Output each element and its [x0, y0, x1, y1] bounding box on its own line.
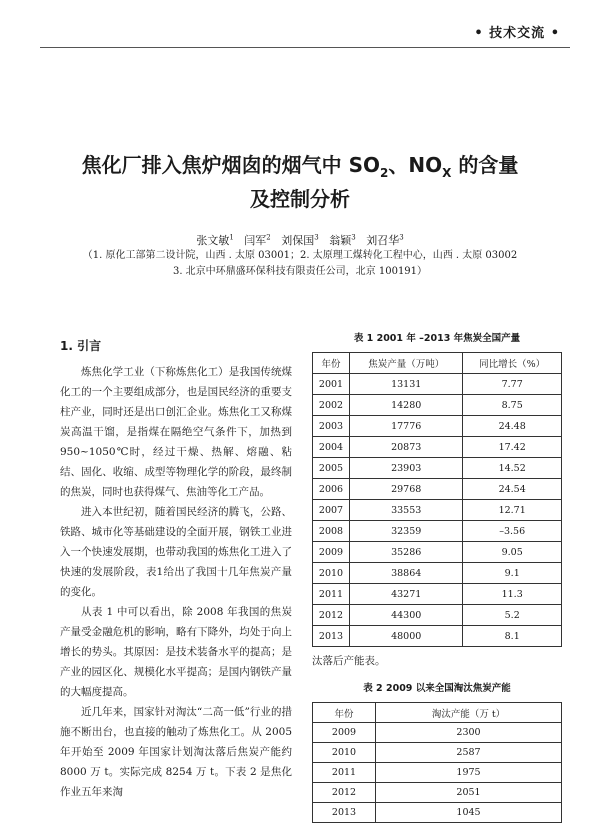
- title-text-c: 的含量: [451, 153, 519, 177]
- table-row: [313, 763, 562, 783]
- table-cell: 1045: [376, 803, 562, 823]
- author: 张文敏: [196, 234, 230, 247]
- header-rule: [40, 47, 570, 48]
- table-cell: 9.05: [463, 542, 562, 563]
- author-mark: 2: [266, 233, 271, 242]
- paragraph: 从表 1 中可以看出，除 2008 年我国的焦炭产量受金融危机的影响，略有下降外，均处于向上增长的势头。其原因：是技术装备水平的提高；是产业的园区化、规模化水平提高；是国内钢铁产量的大幅度提高。: [60, 606, 292, 698]
- table-row: [313, 437, 562, 458]
- table-row: [313, 479, 562, 500]
- table-cell: 2010: [313, 563, 350, 584]
- column-tag: • 技术交流 •: [474, 26, 560, 41]
- table-header-row: [313, 703, 562, 723]
- paragraph: 炼焦化学工业（下称炼焦化工）是我国传统煤化工的一个主要组成部分，也是国民经济的重要支柱产业，同时还是出口创汇企业。炼焦化工又称煤炭高温干馏，是指煤在隔绝空气条件下，加热到950~1050℃时，经过干燥、热解、熔融、粘结、固化、收缩、成型等物理化学的阶段，最终制的焦炭，同时也获得煤气、焦油等化工产品。: [60, 366, 292, 498]
- table-header-cell: 淘汰产能（万 t）: [376, 703, 562, 723]
- title-line-2: 及控制分析: [250, 187, 350, 211]
- table-cell: 24.54: [463, 479, 562, 500]
- table-cell: 2003: [313, 416, 350, 437]
- table-cell: 2009: [313, 723, 376, 743]
- table-cell: 48000: [350, 626, 463, 647]
- table-row: [313, 783, 562, 803]
- table-cell: 2012: [313, 605, 350, 626]
- title-text-b: 、NO: [388, 153, 443, 177]
- table-cell: 2002: [313, 395, 350, 416]
- table-cell: 2587: [376, 743, 562, 763]
- table-cell: 17.42: [463, 437, 562, 458]
- table-row: [313, 723, 562, 743]
- table-cell: 14.52: [463, 458, 562, 479]
- table-cell: 12.71: [463, 500, 562, 521]
- table-cell: 32359: [350, 521, 463, 542]
- table-cell: 9.1: [463, 563, 562, 584]
- table-cell: 20873: [350, 437, 463, 458]
- table-cell: 2051: [376, 783, 562, 803]
- table-cell: 2010: [313, 743, 376, 763]
- table-row: [313, 500, 562, 521]
- author: 闫军: [244, 234, 267, 247]
- table2-caption: 表 2 2009 以来全国淘汰焦炭产能: [363, 683, 511, 694]
- table-cell: 2005: [313, 458, 350, 479]
- table-row: [313, 803, 562, 823]
- table-cell: 2008: [313, 521, 350, 542]
- table-row: [313, 395, 562, 416]
- table-header-row: [313, 353, 562, 374]
- table-cell: 24.48: [463, 416, 562, 437]
- table-cell: 14280: [350, 395, 463, 416]
- author: 刘保国: [281, 234, 315, 247]
- table-row: [313, 743, 562, 763]
- title-sub-x: X: [442, 166, 452, 180]
- table-cell: 44300: [350, 605, 463, 626]
- table-header-cell: 同比增长（%）: [463, 353, 562, 374]
- title-sub-2: 2: [380, 166, 389, 180]
- table-cell: 2006: [313, 479, 350, 500]
- table-cell: 2001: [313, 374, 350, 395]
- table-cell: 13131: [350, 374, 463, 395]
- author: 翁颖: [329, 234, 352, 247]
- table-row: [313, 605, 562, 626]
- table-cell: 43271: [350, 584, 463, 605]
- author-mark: 1: [229, 233, 234, 242]
- table-cell: 2007: [313, 500, 350, 521]
- table-row: [313, 626, 562, 647]
- table-row: [313, 458, 562, 479]
- table-cell: 38864: [350, 563, 463, 584]
- table-header-cell: 年份: [313, 353, 350, 374]
- section-heading: 1. 引言: [60, 339, 102, 353]
- title-text-a: 焦化厂排入焦炉烟囱的烟气中 SO: [81, 153, 381, 177]
- table-cell: –3.56: [463, 521, 562, 542]
- table-row: [313, 374, 562, 395]
- affiliations: [0, 248, 600, 280]
- table-cell: 5.2: [463, 605, 562, 626]
- table-cell: 2004: [313, 437, 350, 458]
- table-row: [313, 542, 562, 563]
- title-line-1: [0, 152, 600, 186]
- table-cell: 2009: [313, 542, 350, 563]
- table1-caption: 表 1 2001 年 –2013 年焦炭全国产量: [353, 333, 521, 344]
- affiliation-line-1: （1. 原化工部第二设计院，山西 . 太原 03001；2. 太原理工煤转化工程中心，山西 . 太原 03002: [82, 250, 518, 261]
- table-cell: 2011: [313, 584, 350, 605]
- table-row: [313, 584, 562, 605]
- table-header-cell: 年份: [313, 703, 376, 723]
- continuation-text: 汰落后产能表。: [312, 655, 386, 667]
- author-mark: 3: [314, 233, 319, 242]
- author-mark: 3: [351, 233, 356, 242]
- paragraph: 进入本世纪初，随着国民经济的腾飞，公路、铁路、城市化等基础建设的全面开展，钢铁工业进入一个快速发展期，也带动我国的炼焦化工进入了快速的发展阶段，表1给出了我国十几年焦炭产量的变化。: [60, 506, 292, 598]
- coke-output-table: [312, 352, 562, 647]
- table-row: [313, 563, 562, 584]
- table-cell: 7.77: [463, 374, 562, 395]
- table-cell: 1975: [376, 763, 562, 783]
- table-cell: 33553: [350, 500, 463, 521]
- table-cell: 8.1: [463, 626, 562, 647]
- table-header-cell: 焦炭产量（万吨）: [350, 353, 463, 374]
- table-row: [313, 521, 562, 542]
- article-title: [0, 152, 600, 212]
- table-cell: 11.3: [463, 584, 562, 605]
- table-cell: 2300: [376, 723, 562, 743]
- paragraph: 近几年来，国家针对淘汰“二高一低”行业的措施不断出台，也直接的触动了炼焦化工。从 2005 年开始至 2009 年国家计划淘汰落后焦炭产能约 8000 万 t。实际完成 8254 万 t。下表 2 是焦化作业五年来淘: [60, 706, 292, 798]
- table-cell: 35286: [350, 542, 463, 563]
- table-cell: 2013: [313, 803, 376, 823]
- table-cell: 29768: [350, 479, 463, 500]
- table-cell: 2013: [313, 626, 350, 647]
- author: 刘召华: [366, 234, 400, 247]
- table-cell: 8.75: [463, 395, 562, 416]
- author-mark: 3: [399, 233, 404, 242]
- table-row: [313, 416, 562, 437]
- eliminated-capacity-table: [312, 702, 562, 823]
- author-list: [0, 232, 600, 248]
- body-left-column: [60, 336, 292, 802]
- affiliation-line-2: 3. 北京中环鼎盛环保科技有限责任公司，北京 100191）: [172, 266, 428, 277]
- body-right-column: [312, 330, 562, 823]
- table-cell: 17776: [350, 416, 463, 437]
- table-cell: 2012: [313, 783, 376, 803]
- table-cell: 2011: [313, 763, 376, 783]
- table-cell: 23903: [350, 458, 463, 479]
